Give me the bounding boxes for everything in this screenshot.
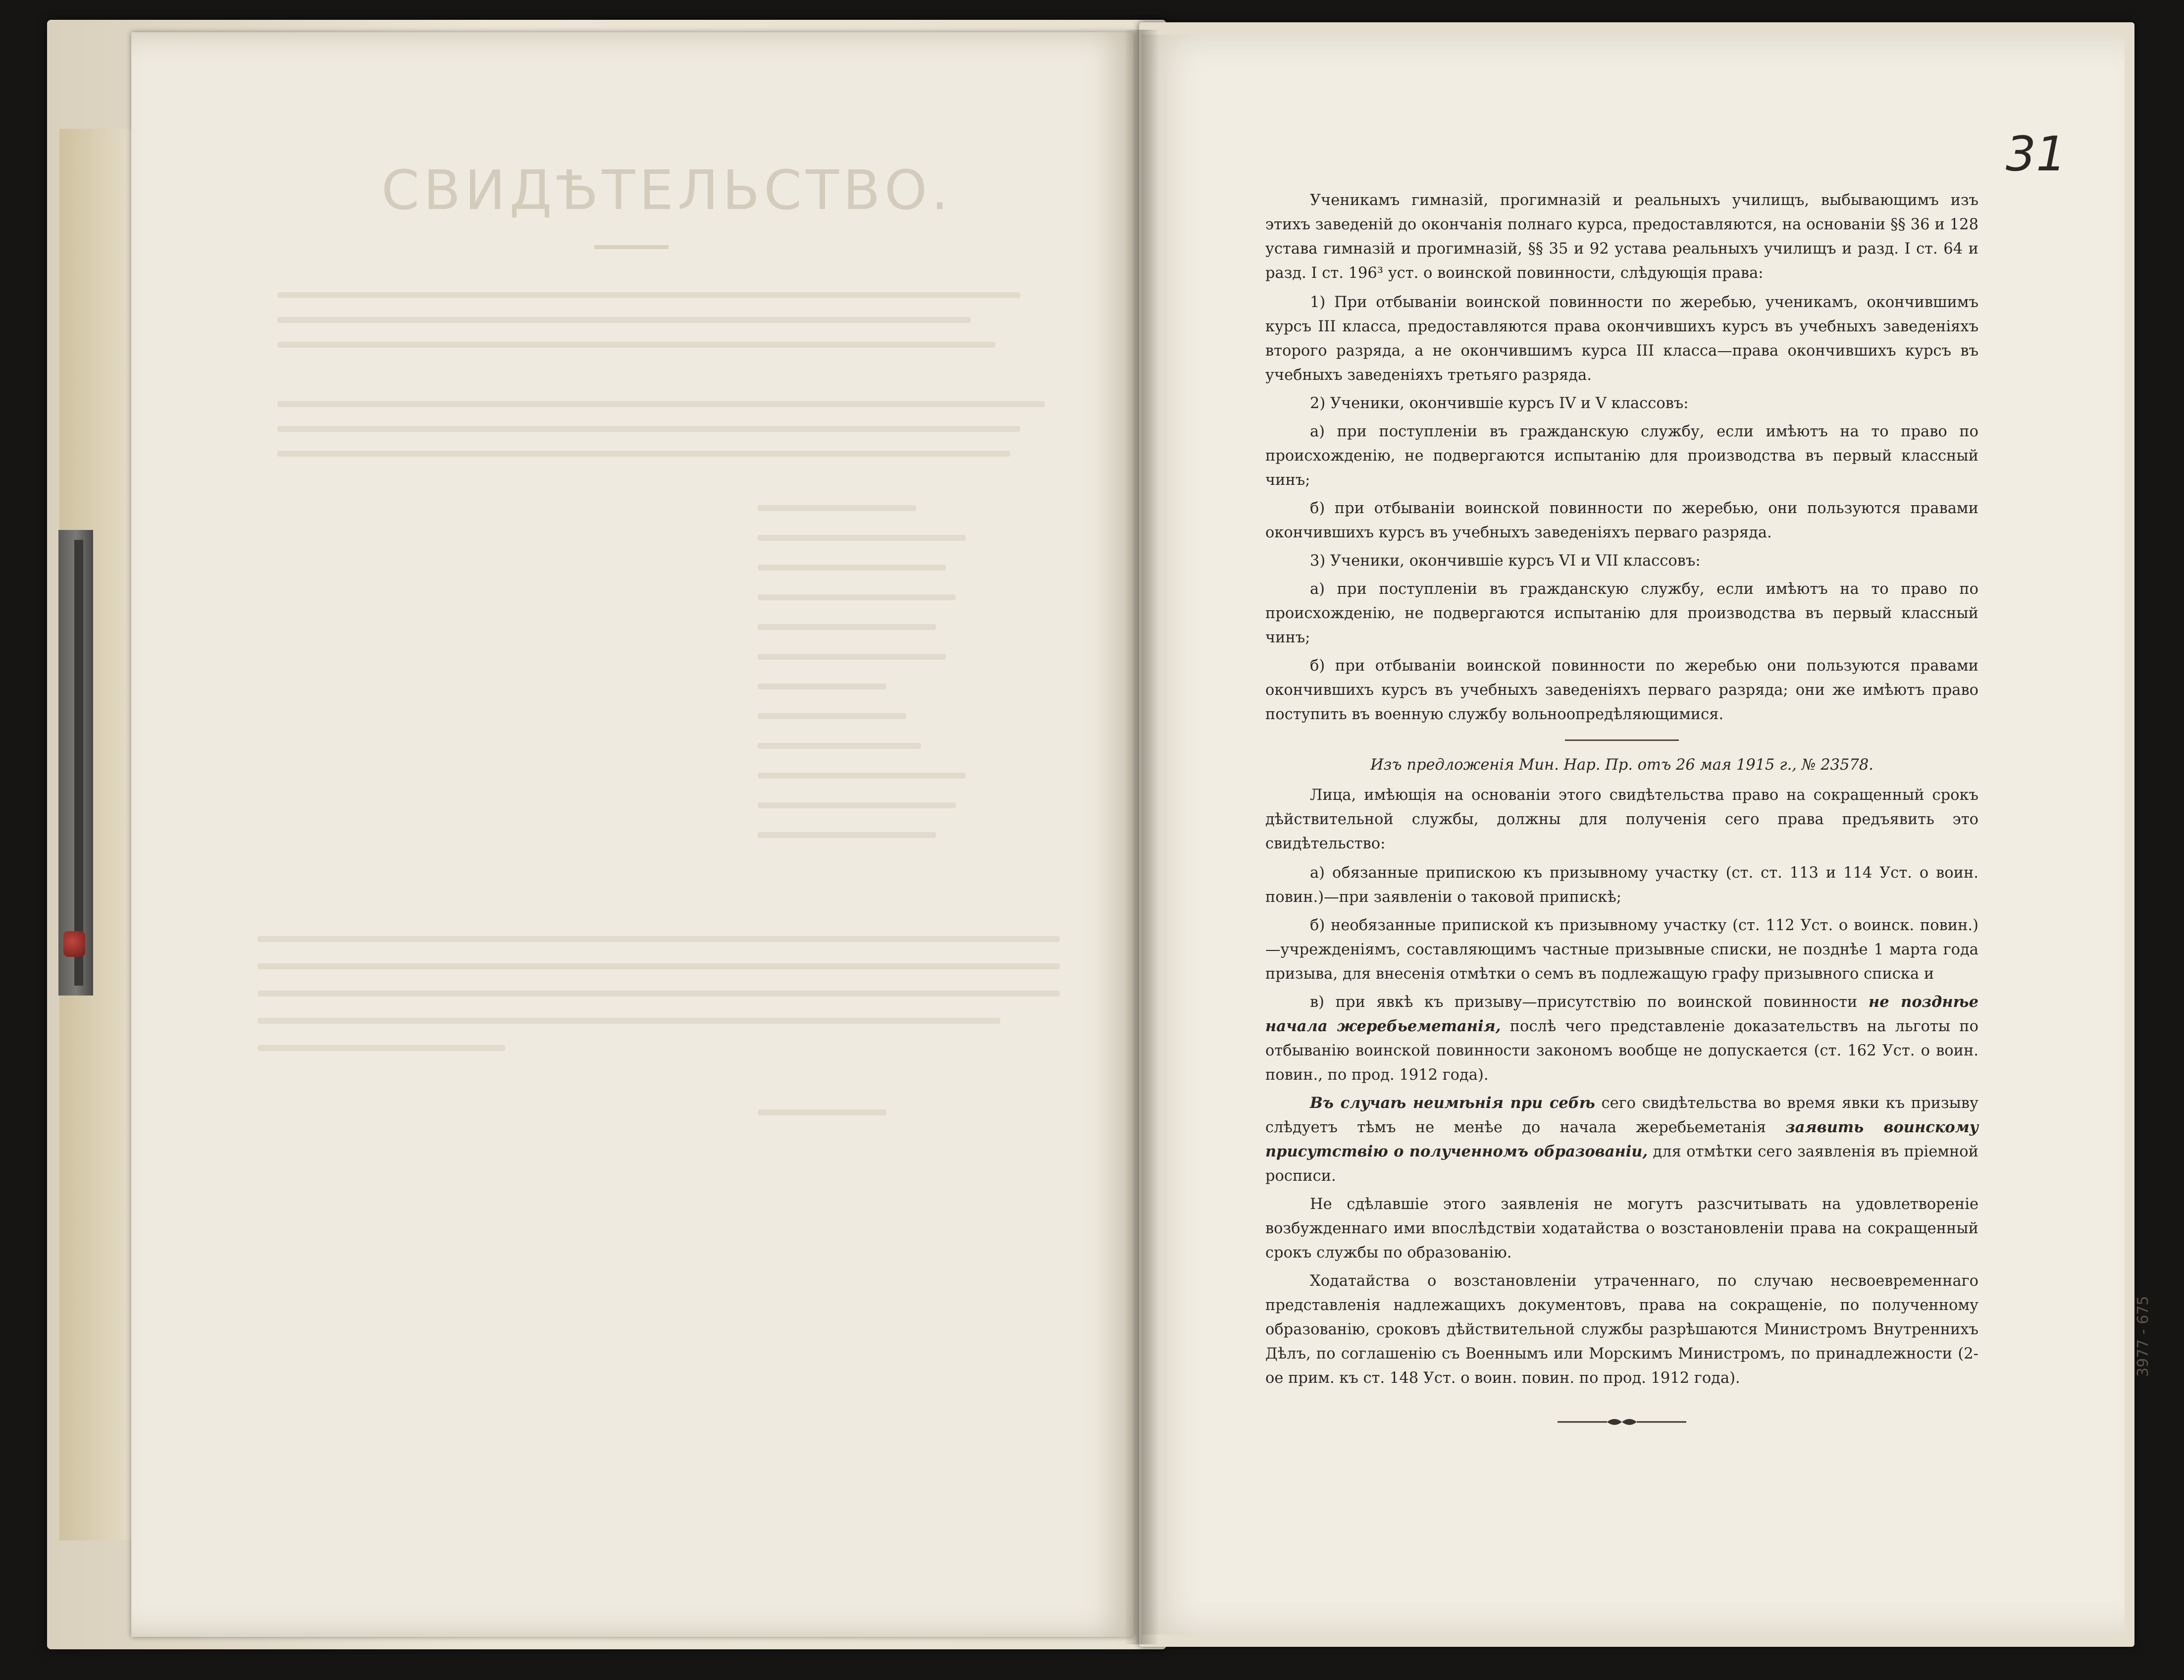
wax-seal xyxy=(63,931,85,957)
bookmark-stripe xyxy=(74,540,83,986)
book-spine xyxy=(1124,30,1159,1644)
faded-line xyxy=(758,505,916,511)
faded-line xyxy=(758,594,956,600)
emphasis-text: Въ случаѣ неимѣнія при себѣ xyxy=(1310,1094,1595,1112)
rights-subitem: б) при отбываніи воинской повинности по жеребью, они пользуются правами окончившихъ курсъ въ учебныхъ заведеніяхъ перваго разряда. xyxy=(1265,500,1978,541)
decree-item xyxy=(1265,990,1978,1087)
faded-title: СВИДѢТЕЛЬСТВО. xyxy=(381,158,953,222)
faded-line xyxy=(277,451,1010,457)
rights-subitem: б) при отбываніи воинской повинности по жеребью они пользуются правами окончившихъ курсъ въ учебныхъ заведеніяхъ перваго разряда; они же имѣютъ право поступить въ военную службу вольноопредѣляющимися. xyxy=(1265,657,1978,723)
emphasis-text: заявить воинскому присутствію о полученномъ образованіи, xyxy=(1265,1118,1978,1160)
closing-ornament xyxy=(1558,1415,1686,1429)
rights-subitem: а) при поступленіи въ гражданскую службу, если имѣютъ на то право по происхожденію, не подвергаются испытанію для производства въ первый классный чинъ; xyxy=(1265,580,1978,646)
section-divider xyxy=(1565,739,1679,741)
faded-line xyxy=(277,292,1020,298)
faded-line xyxy=(258,1018,1000,1024)
faded-line xyxy=(758,1109,886,1115)
faded-line xyxy=(258,1045,505,1051)
faded-line xyxy=(258,936,1060,942)
emphasis-text: не позднѣе начала жеребьеметанія, xyxy=(1265,993,1978,1035)
margin-note: 3977 - 675 xyxy=(2134,1296,2152,1377)
faded-line xyxy=(277,317,971,323)
faded-line xyxy=(758,624,936,630)
decree-paragraph: Ходатайства о возстановленіи утраченнаго, по случаю несвоевременнаго представленія надлежащихъ документовъ, права на сокращеніе, по полученному образованію, сроковъ дѣйствительной службы разрѣшаются Министромъ Внутреннихъ Дѣлъ, по соглашенію съ Военнымъ или Морскимъ Министромъ, по принадлежности (2-ое прим. къ ст. 148 Уст. о воин. повин. по прод. 1912 года). xyxy=(1265,1272,1978,1387)
decree-item-text: послѣ чего представленіе доказательствъ на льготы по отбыванію воинской повинности закономъ вообще не допускается (ст. 162 Уст. о воин. повин., по прод. 1912 года). xyxy=(1265,1018,1978,1084)
decree-heading: Изъ предложенія Мин. Нар. Пр. отъ 26 мая 1915 г., № 23578. xyxy=(1370,756,1873,774)
decree-paragraph xyxy=(1265,1091,1978,1188)
faded-line xyxy=(758,743,921,749)
faded-line xyxy=(277,426,1020,432)
decree-item: б) необязанные припиской къ призывному участку (ст. 112 Уст. о воинск. повин.)—учрежденіямъ, составляющимъ частные призывные списки, не позднѣе 1 марта года призыва, для внесенія отмѣтки о семъ въ подлежащую графу призывного списка и xyxy=(1265,917,1978,983)
faded-line xyxy=(758,565,946,571)
faded-line xyxy=(758,832,936,838)
left-page xyxy=(131,32,1134,1637)
rights-item: 2) Ученики, окончившіе курсъ IV и V классовъ: xyxy=(1310,395,1689,412)
faded-line xyxy=(258,991,1060,997)
faded-line xyxy=(758,773,966,779)
page-number: 31 xyxy=(2006,126,2067,182)
faded-line xyxy=(758,713,906,719)
rights-subitem: а) при поступленіи въ гражданскую службу, если имѣютъ на то право по происхожденію, не подвергаются испытанію для производства въ первый классный чинъ; xyxy=(1265,423,1978,489)
faded-line xyxy=(758,802,956,808)
decree-item-text: сего свидѣтельства во время явки къ призыву слѣдуетъ тѣмъ не менѣе до начала жеребьеметанія xyxy=(1265,1095,1978,1136)
rights-item: 3) Ученики, окончившіе курсъ VI и VII классовъ: xyxy=(1310,552,1701,570)
faded-line xyxy=(758,535,966,541)
document-text xyxy=(1265,188,1978,1429)
decree-paragraph: Не сдѣлавшіе этого заявленія не могутъ разсчитывать на удовлетвореніе возбужденнаго ими впослѣдствіи ходатайства о возстановленіи права на сокращенный срокъ службы по образованію. xyxy=(1265,1196,1978,1261)
intro-paragraph: Ученикамъ гимназій, прогимназій и реальныхъ училищъ, выбывающимъ изъ этихъ заведеній до окончанія полнаго курса, предоставляются, на основаніи §§ 36 и 128 устава гимназій и прогимназій, §§ 35 и 92 устава реальныхъ училищъ и разд. I ст. 64 и разд. I ст. 196³ уст. о воинской повинности, слѣдующія права: xyxy=(1265,192,1978,282)
faded-line xyxy=(758,654,946,660)
faded-line xyxy=(277,401,1045,407)
decree-item: а) обязанные припискою къ призывному участку (ст. ст. 113 и 114 Уст. о воин. повин.)—при заявленіи о таковой припискѣ; xyxy=(1265,864,1978,906)
decree-item-text: для отмѣтки сего заявленія въ пріемной росписи. xyxy=(1265,1143,1978,1185)
rights-item: 1) При отбываніи воинской повинности по жеребью, ученикамъ, окончившимъ курсъ III класса, предоставляются права окончившихъ курсъ въ учебныхъ заведеніяхъ второго разряда, а не окончившимъ курса III класса—права окончившихъ курсъ въ учебныхъ заведеніяхъ третьяго разряда. xyxy=(1265,294,1978,384)
faded-line xyxy=(758,683,886,689)
faded-line xyxy=(277,342,995,348)
decree-item-text: в) при явкѣ къ призыву—присутствію по воинской повинности xyxy=(1310,994,1869,1011)
faded-line xyxy=(258,963,1060,969)
decree-paragraph: Лица, имѣющія на основаніи этого свидѣтельства право на сокращенный срокъ дѣйствительной службы, должны для полученія сего права предъявить это свидѣтельство: xyxy=(1265,787,1978,852)
faded-rule xyxy=(594,245,669,249)
ornament-flourish-icon xyxy=(1558,1415,1686,1429)
